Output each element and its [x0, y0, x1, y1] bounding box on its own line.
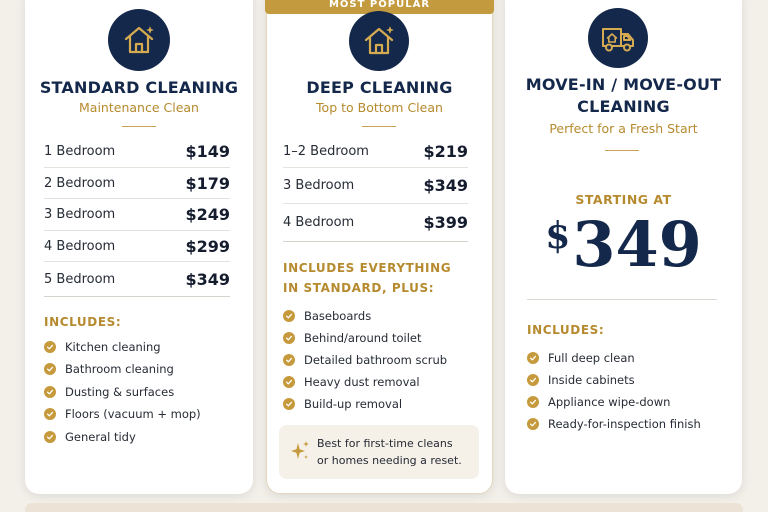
move-title-line1: MOVE-IN / MOVE-OUT: [525, 75, 722, 94]
check-icon: [283, 310, 295, 322]
check-icon: [527, 396, 539, 408]
bedroom-label: 1–2 Bedroom: [283, 144, 369, 159]
currency-symbol: $: [545, 215, 571, 257]
standard-title: STANDARD CLEANING: [39, 78, 239, 97]
include-item: [44, 385, 174, 399]
include-item: [527, 351, 635, 365]
include-item: [44, 407, 201, 421]
include-item: [283, 375, 420, 389]
deep-divider: [362, 126, 396, 127]
check-icon: [44, 386, 56, 398]
check-icon: [44, 408, 56, 420]
most-popular-label: MOST POPULAR: [328, 0, 431, 10]
move-title-line2: CLEANING: [577, 97, 670, 116]
include-label: Detailed bathroom scrub: [304, 353, 448, 367]
price-value: $149: [185, 142, 230, 161]
include-label: Floors (vacuum + mop): [65, 407, 201, 421]
include-item: [527, 395, 670, 409]
deep-includes-heading-line2: IN STANDARD, PLUS:: [283, 281, 435, 295]
price-value: $349: [423, 176, 468, 195]
check-icon: [527, 352, 539, 364]
include-label: Bathroom cleaning: [65, 362, 174, 376]
standard-divider: [122, 126, 156, 127]
include-item: [283, 309, 371, 323]
price-row: [44, 262, 230, 297]
move-divider: [605, 150, 639, 151]
include-item: [283, 397, 402, 411]
price-amount: 349: [572, 208, 702, 281]
include-label: Full deep clean: [548, 351, 635, 365]
check-icon: [283, 376, 295, 388]
bedroom-label: 5 Bedroom: [44, 271, 116, 287]
deep-includes-heading-line1: INCLUDES EVERYTHING: [283, 261, 452, 275]
price-value: $299: [185, 236, 230, 256]
price-value: $219: [423, 142, 468, 161]
include-item: [283, 331, 422, 345]
include-item: [44, 430, 136, 444]
move-subtitle: Perfect for a Fresh Start: [549, 121, 698, 136]
price-row: [44, 199, 230, 231]
bedroom-label: 1 Bedroom: [44, 144, 116, 159]
include-item: [527, 373, 635, 387]
include-item: [527, 417, 701, 431]
price-row: [44, 231, 230, 262]
check-icon: [283, 398, 295, 410]
include-label: Baseboards: [304, 309, 372, 323]
include-label: Behind/around toilet: [304, 331, 422, 345]
include-label: General tidy: [65, 430, 136, 444]
deep-cleaning-card: [266, 0, 493, 494]
include-label: Build-up removal: [304, 397, 403, 411]
moving-truck-icon: [588, 8, 648, 68]
check-icon: [283, 332, 295, 344]
deep-note-text: [317, 435, 462, 469]
price-row: [283, 204, 468, 242]
move-separator: [527, 299, 717, 300]
check-icon: [44, 431, 56, 443]
bedroom-label: 3 Bedroom: [283, 178, 355, 193]
deep-subtitle: Top to Bottom Clean: [316, 100, 443, 115]
standard-subtitle: Maintenance Clean: [79, 100, 199, 115]
include-label: Heavy dust removal: [304, 375, 420, 389]
sparkle-icon: [289, 439, 311, 463]
include-label: Kitchen cleaning: [65, 340, 161, 354]
starting-at-label: STARTING AT: [575, 192, 672, 207]
check-icon: [527, 418, 539, 430]
include-item: [283, 353, 447, 367]
include-label: Dusting & surfaces: [65, 385, 175, 399]
price-value: $399: [423, 213, 468, 232]
include-item: [44, 362, 174, 376]
price-value: $179: [185, 173, 230, 193]
price-value: $249: [185, 205, 230, 224]
bedroom-label: 4 Bedroom: [283, 215, 355, 230]
include-label: Appliance wipe-down: [548, 395, 671, 409]
bedroom-label: 3 Bedroom: [44, 207, 116, 222]
check-icon: [527, 374, 539, 386]
house-sparkle-icon: [349, 11, 409, 71]
note-line-2: or homes needing a reset.: [317, 454, 462, 467]
deep-title: DEEP CLEANING: [306, 78, 453, 97]
price-row: [283, 136, 468, 168]
check-icon: [44, 341, 56, 353]
deep-note-box: [279, 425, 479, 479]
house-icon: [108, 9, 170, 71]
price-row: [283, 168, 468, 204]
check-icon: [283, 354, 295, 366]
move-price: [505, 208, 742, 281]
bedroom-label: 4 Bedroom: [44, 238, 116, 254]
bottom-strip: [25, 503, 743, 512]
price-row: [44, 168, 230, 199]
include-label: Ready-for-inspection finish: [548, 417, 701, 431]
standard-includes-heading: INCLUDES:: [44, 315, 122, 329]
price-row: [44, 136, 230, 168]
check-icon: [44, 363, 56, 375]
include-item: [44, 340, 161, 354]
note-line-1: Best for first-time cleans: [317, 437, 453, 450]
price-value: $349: [185, 269, 230, 289]
bedroom-label: 2 Bedroom: [44, 175, 116, 191]
move-includes-heading: INCLUDES:: [527, 323, 605, 337]
include-label: Inside cabinets: [548, 373, 635, 387]
